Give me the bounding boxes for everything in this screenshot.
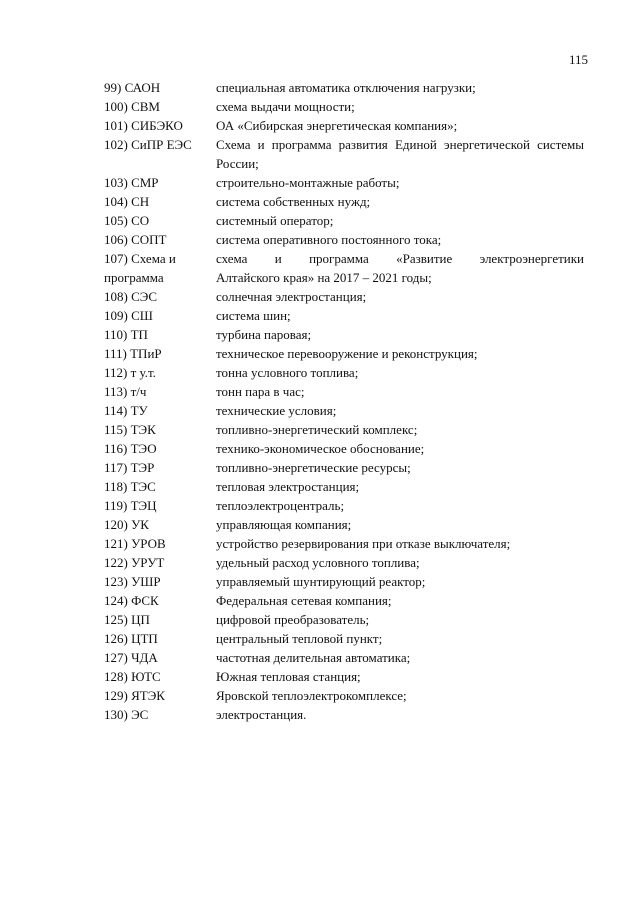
- abbreviation: 107) Схема и: [104, 251, 176, 266]
- list-item: [104, 458, 584, 477]
- list-item: [104, 515, 584, 534]
- abbreviation: 120) УК: [104, 517, 149, 532]
- definition: Яровской теплоэлектрокомплексе;: [216, 688, 407, 703]
- abbreviation: 101) СИБЭКО: [104, 118, 183, 133]
- definition: удельный расход условного топлива;: [216, 555, 420, 570]
- list-item: [104, 705, 584, 724]
- definition: турбина паровая;: [216, 327, 312, 342]
- definition: система оперативного постоянного тока;: [216, 232, 442, 247]
- abbreviation: 115) ТЭК: [104, 422, 156, 437]
- definition: топливно-энергетический комплекс;: [216, 422, 418, 437]
- definition: частотная делительная автоматика;: [216, 650, 411, 665]
- abbreviation: 117) ТЭР: [104, 460, 155, 475]
- list-item: [104, 116, 584, 135]
- list-item: [104, 135, 584, 173]
- abbreviation: 130) ЭС: [104, 707, 149, 722]
- definition: специальная автоматика отключения нагрузки;: [216, 80, 476, 95]
- abbreviation: 111) ТПиР: [104, 346, 162, 361]
- abbreviation: 118) ТЭС: [104, 479, 156, 494]
- abbreviation: 110) ТП: [104, 327, 148, 342]
- list-item: [104, 496, 584, 515]
- abbreviation: 127) ЧДА: [104, 650, 158, 665]
- list-item: [104, 97, 584, 116]
- list-item: [104, 477, 584, 496]
- definition: Схема и программа развития Единой энергетической системы России;: [216, 137, 584, 171]
- abbreviation: 100) СВМ: [104, 99, 160, 114]
- list-item: [104, 382, 584, 401]
- definition: схема и программа «Развитие электроэнергетики: [216, 251, 584, 266]
- definition: система шин;: [216, 308, 291, 323]
- page-number: 115: [568, 52, 588, 67]
- list-item: [104, 173, 584, 192]
- definition: Федеральная сетевая компания;: [216, 593, 392, 608]
- abbreviation: 104) СН: [104, 194, 150, 209]
- definition: строительно-монтажные работы;: [216, 175, 400, 190]
- list-item: [104, 287, 584, 306]
- definition: управляемый шунтирующий реактор;: [216, 574, 426, 589]
- list-item: [104, 325, 584, 344]
- list-item: [104, 610, 584, 629]
- abbreviation: 112) т у.т.: [104, 365, 156, 380]
- abbreviation: 121) УРОВ: [104, 536, 166, 551]
- definition: тепловая электростанция;: [216, 479, 360, 494]
- list-item: [104, 306, 584, 325]
- definition: управляющая компания;: [216, 517, 352, 532]
- list-item: [104, 667, 584, 686]
- definition: устройство резервирования при отказе выключателя;: [216, 536, 511, 551]
- list-item: [104, 420, 584, 439]
- abbreviation: 113) т/ч: [104, 384, 147, 399]
- list-item: [104, 629, 584, 648]
- list-item: [104, 401, 584, 420]
- definition: Южная тепловая станция;: [216, 669, 361, 684]
- abbreviation: 128) ЮТС: [104, 669, 161, 684]
- list-item: [104, 249, 584, 287]
- definition: технические условия;: [216, 403, 337, 418]
- abbreviation: 106) СОПТ: [104, 232, 167, 247]
- list-item: [104, 192, 584, 211]
- definition: техническое перевооружение и реконструкция;: [216, 346, 478, 361]
- list-item: [104, 344, 584, 363]
- definition: тонна условного топлива;: [216, 365, 359, 380]
- abbreviation: 108) СЭС: [104, 289, 158, 304]
- abbreviation: 123) УШР: [104, 574, 161, 589]
- abbreviation: 105) СО: [104, 213, 150, 228]
- definition: центральный тепловой пункт;: [216, 631, 383, 646]
- definition: система собственных нужд;: [216, 194, 371, 209]
- definition: теплоэлектроцентраль;: [216, 498, 345, 513]
- abbreviation: 109) СШ: [104, 308, 153, 323]
- list-item: [104, 78, 584, 97]
- abbreviation: 103) СМР: [104, 175, 159, 190]
- definition: цифровой преобразователь;: [216, 612, 370, 627]
- list-item: [104, 553, 584, 572]
- definition: ОА «Сибирская энергетическая компания»;: [216, 118, 458, 133]
- definition: технико-экономическое обоснование;: [216, 441, 425, 456]
- list-item: [104, 686, 584, 705]
- definition-continued: Алтайского края» на 2017 – 2021 годы;: [216, 270, 432, 285]
- abbreviation: 114) ТУ: [104, 403, 148, 418]
- abbreviation: 124) ФСК: [104, 593, 159, 608]
- abbreviation: 116) ТЭО: [104, 441, 157, 456]
- list-item: [104, 648, 584, 667]
- abbreviation-continued: программа: [104, 270, 164, 285]
- list-item: [104, 230, 584, 249]
- list-item: [104, 591, 584, 610]
- list-item: [104, 439, 584, 458]
- abbreviation: 122) УРУТ: [104, 555, 165, 570]
- abbreviation: 125) ЦП: [104, 612, 150, 627]
- list-item: [104, 534, 584, 553]
- definition: схема выдачи мощности;: [216, 99, 355, 114]
- abbreviation: 129) ЯТЭК: [104, 688, 165, 703]
- list-item: [104, 572, 584, 591]
- abbreviation: 102) СиПР ЕЭС: [104, 137, 192, 152]
- definition: топливно-энергетические ресурсы;: [216, 460, 411, 475]
- list-item: [104, 211, 584, 230]
- definition: системный оператор;: [216, 213, 334, 228]
- list-item: [104, 363, 584, 382]
- abbreviation: 126) ЦТП: [104, 631, 158, 646]
- definition: тонн пара в час;: [216, 384, 305, 399]
- definition: электростанция.: [216, 707, 307, 722]
- definition: солнечная электростанция;: [216, 289, 367, 304]
- abbreviation: 99) САОН: [104, 80, 161, 95]
- abbreviation-list: [104, 78, 584, 724]
- abbreviation: 119) ТЭЦ: [104, 498, 157, 513]
